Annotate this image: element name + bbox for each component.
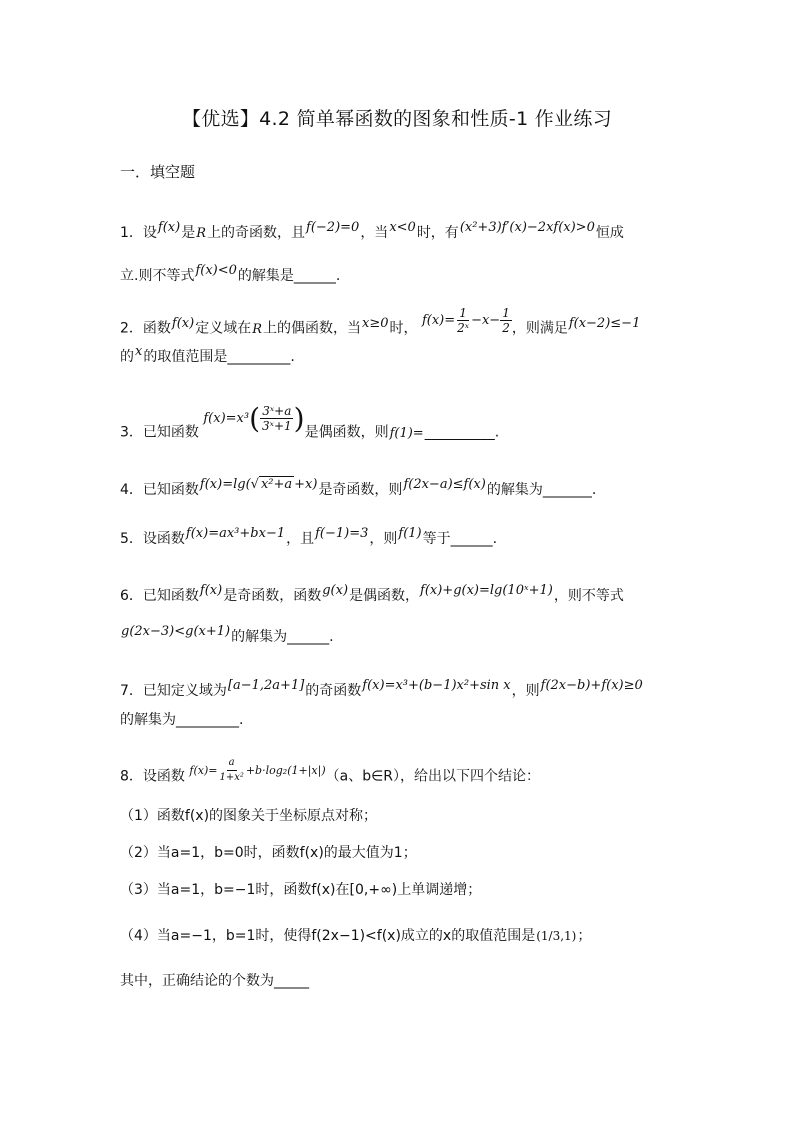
math: x [135, 344, 143, 359]
q7-line1: 7．已知定义域为[a−1,2a+1]的奇函数f(x)=x³+(b−1)x²+sin x，则f(2x−b)+f(x)≥0 [120, 678, 643, 699]
q1-line1: 1．设f(x)是R上的奇函数，且f(−2)=0，当x<0时，有(x²+3)f′(x)−2xf(x)>0恒成 [120, 220, 624, 241]
math: f(x)=x³+(b−1)x²+sin x [362, 678, 511, 693]
math: f(x)=ax³+bx−1 [185, 526, 286, 541]
q8-line: 8．设函数 f(x)= $\frac{a}{\text{1+x²}}$ +b·log₂(1+|x|) （a、b∈R），给出以下四个结论： [120, 757, 540, 785]
math: f(−2)=0 [306, 220, 360, 235]
q8-statement-4: （4）当a=−1，b=1时，使得f(2x−1)<f(x)成立的x的取值范围是(1/3,1)； [120, 928, 592, 944]
q8-conclusion: 其中，正确结论的个数为_____ [120, 973, 309, 989]
q5-line: 5．设函数f(x)=ax³+bx−1，且f(−1)=3，则f(1)等于______. [120, 526, 498, 547]
math: f(x)<0 [195, 263, 237, 278]
q8-statement-1: （1）函数f(x)的图象关于坐标原点对称； [120, 808, 378, 824]
math: x<0 [389, 220, 416, 235]
math: f(2x−b)+f(x)≥0 [540, 678, 643, 693]
fraction: $\frac{1}{\text{2ˣ}}$ [457, 306, 470, 335]
math: x≥0 [362, 315, 389, 331]
math: R [252, 321, 263, 337]
q3-line: 3．已知函数 f(x)=x³ ( $\frac{\text{3ˣ+a}}{\text{3ˣ+1}}$ ) 是偶函数，则f(1)=__________. [120, 401, 500, 441]
q8-statement-3: （3）当a=1，b=−1时，函数f(x)在[0,+∞)上单调递增； [120, 882, 482, 898]
q8-statement-2: （2）当a=1，b=0时，函数f(x)的最大值为1； [120, 845, 417, 861]
q6-line1: 6．已知函数f(x)是奇函数，函数g(x)是偶函数，f(x)+g(x)=lg(10ˣ+1)，则不等式 [120, 583, 624, 604]
math: (1/3,1) [536, 929, 577, 943]
math: f(1)= [389, 425, 424, 441]
fraction: $\frac{a}{\text{1+x²}}$ [219, 757, 244, 783]
math: f(−1)=3 [315, 526, 369, 541]
q2-line2: 的x的取值范围是_________. [120, 344, 295, 365]
q2-line1: 2．函数f(x)定义域在R上的偶函数，当x≥0时， f(x)= $\frac{1}{\text{2ˣ}}$ −x− $\frac{1}{2}$ ，则满足f(x−2)≤−1 [120, 306, 641, 337]
math: f(x) [171, 315, 195, 331]
q6-line2: g(2x−3)<g(x+1)的解集为______. [121, 624, 334, 645]
q1-line2: 立.则不等式f(x)<0的解集是______. [120, 263, 341, 284]
fraction: $\frac{\text{3ˣ+a}}{\text{3ˣ+1}}$ [262, 404, 292, 433]
section-heading: 一．填空题 [120, 163, 196, 181]
q7-line2: 的解集为_________. [120, 712, 244, 728]
math: f(x)=lg(√ x²+a +x) [199, 477, 318, 492]
math: g(2x−3)<g(x+1) [121, 624, 231, 639]
math: f(x−2)≤−1 [568, 315, 641, 331]
math-formula: f(x)=x³ ( $\frac{\text{3ˣ+a}}{\text{3ˣ+1}}$ ) [203, 401, 305, 435]
fraction: $\frac{1}{2}$ [502, 306, 510, 335]
math: R [196, 226, 207, 241]
q4-line: 4．已知函数f(x)=lg(√ x²+a +x)是奇函数，则f(2x−a)≤f(x)的解集为_______. [120, 477, 597, 498]
math: f(x)+g(x)=lg(10ˣ+1) [420, 583, 553, 598]
math: f(2x−a)≤f(x) [403, 477, 486, 492]
math: (x²+3)f′(x)−2xf(x)>0 [459, 220, 595, 235]
math: g(x) [322, 583, 349, 598]
math-formula: f(x)= $\frac{1}{\text{2ˣ}}$ −x− $\frac{1}{2}$ [421, 306, 510, 335]
math: f(1) [398, 526, 422, 541]
math-formula: f(x)= $\frac{a}{\text{1+x²}}$ +b·log₂(1+|x|) [189, 757, 326, 783]
math: f(x) [157, 220, 181, 235]
math: [a−1,2a+1] [227, 678, 305, 693]
document-title: 【优选】4.2 简单幂函数的图象和性质-1 作业练习 [181, 108, 613, 130]
math: f(x) [199, 583, 223, 598]
